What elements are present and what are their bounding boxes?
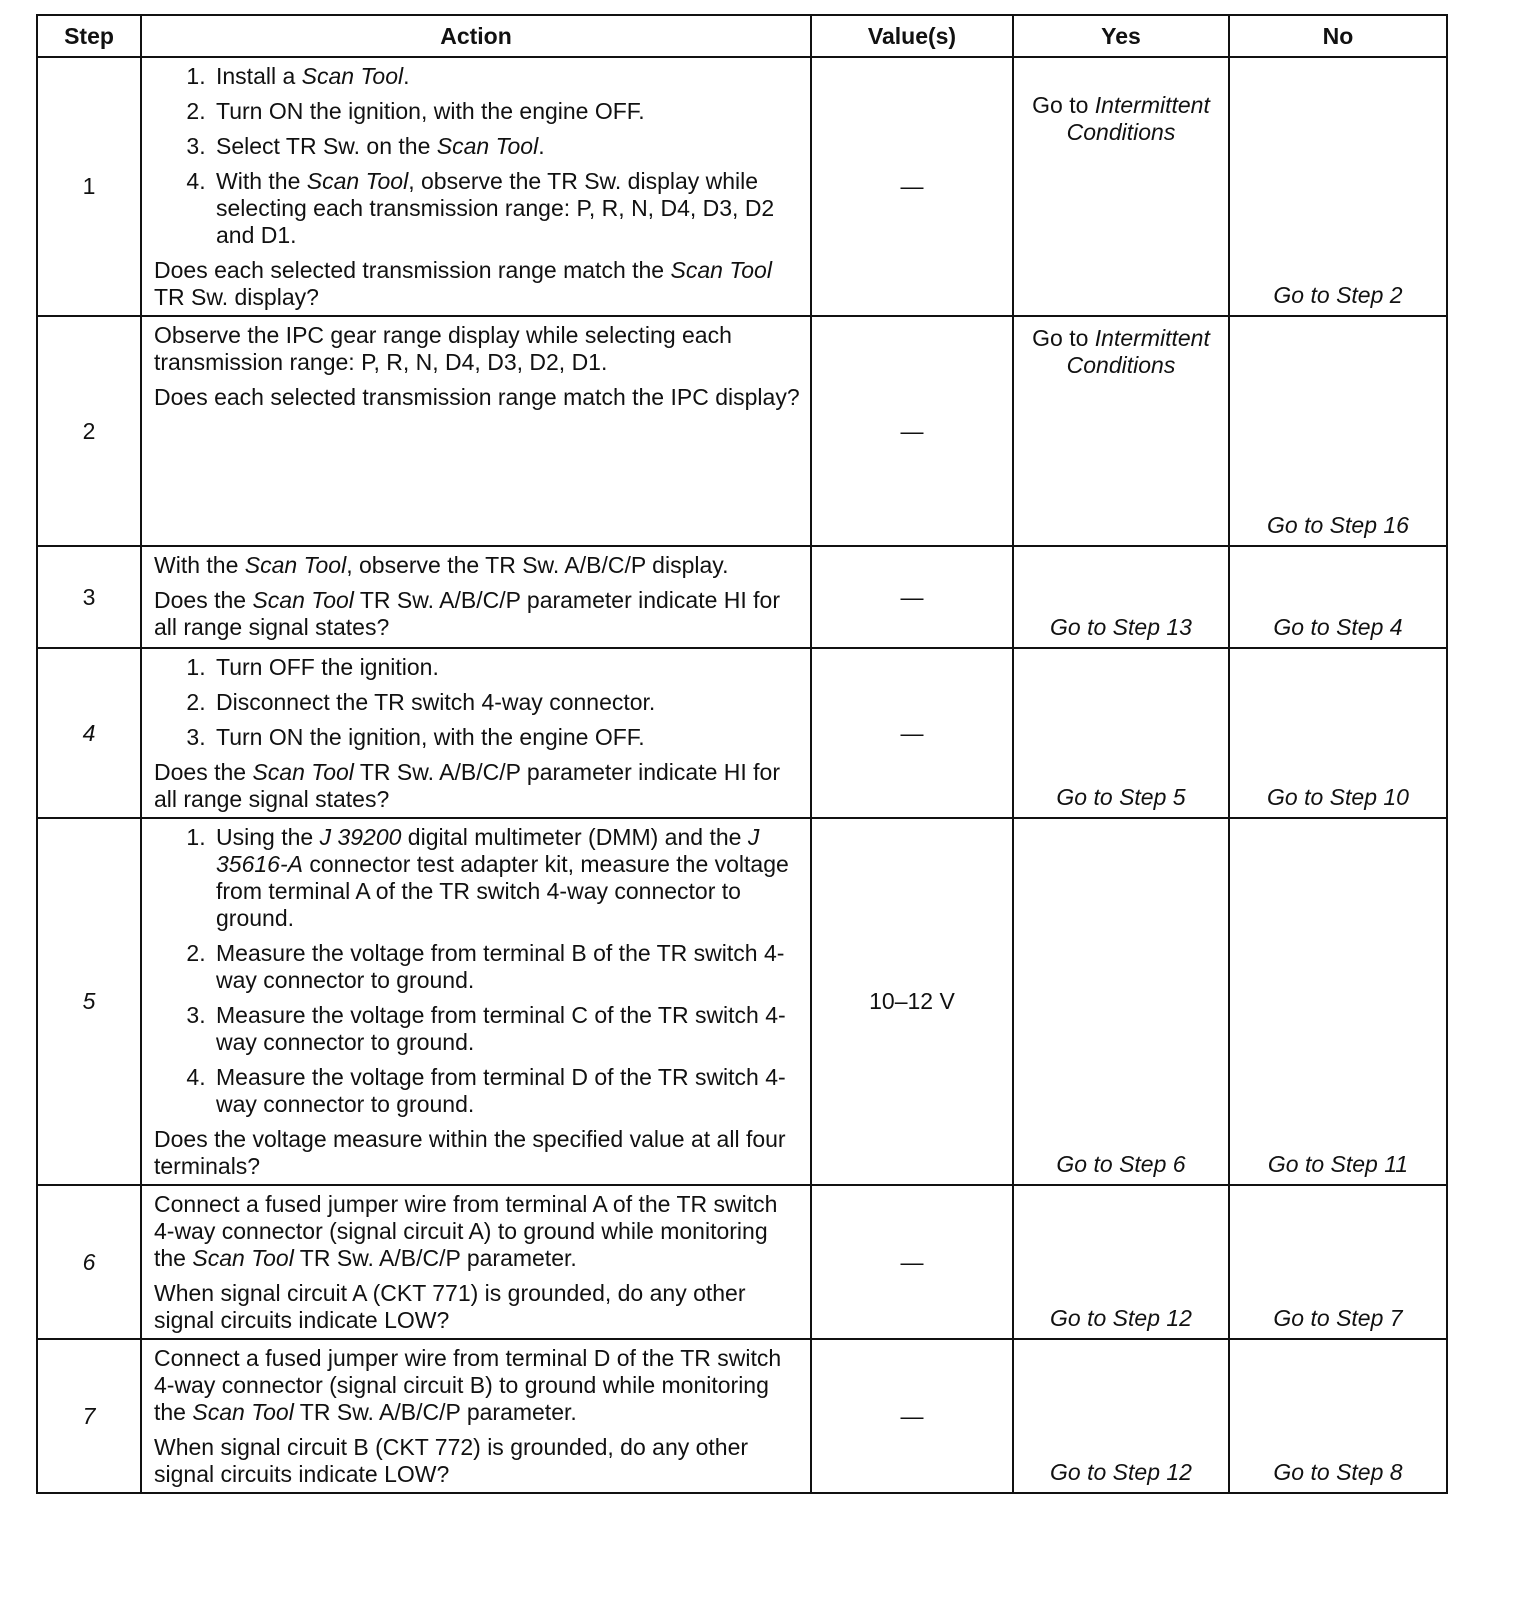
diagnostic-table (36, 14, 1448, 1494)
table-row (37, 818, 1447, 1185)
action-list (154, 824, 802, 1118)
value-cell: — (811, 546, 1013, 648)
header-no: No (1229, 15, 1447, 57)
header-row (37, 15, 1447, 57)
step-number: 5 (37, 818, 141, 1185)
yes-cell (1013, 316, 1229, 546)
no-link[interactable]: Go to Step 10 (1267, 784, 1409, 810)
yes-link[interactable]: Go to Step 5 (1056, 784, 1186, 810)
header-values: Value(s) (811, 15, 1013, 57)
no-link[interactable]: Go to Step 7 (1273, 1305, 1403, 1331)
step-number: 6 (37, 1185, 141, 1339)
no-link[interactable]: Go to Step 11 (1267, 1151, 1409, 1177)
header-action: Action (141, 15, 811, 57)
table-row (37, 1185, 1447, 1339)
no-cell (1229, 1339, 1447, 1493)
step-number: 1 (37, 57, 141, 316)
action-cell (141, 316, 811, 546)
step-number: 2 (37, 316, 141, 546)
yes-link[interactable]: Go to Intermittent Conditions (1032, 92, 1210, 145)
yes-cell (1013, 1185, 1229, 1339)
no-cell (1229, 57, 1447, 316)
table-row (37, 316, 1447, 546)
action-list (154, 654, 802, 751)
no-cell (1229, 648, 1447, 818)
table-row (37, 1339, 1447, 1493)
action-question: Does the Scan Tool TR Sw. A/B/C/P parameter indicate HI for all range signal states? (154, 587, 781, 640)
no-link[interactable]: Go to Step 2 (1273, 282, 1403, 308)
action-item: 1. Install a Scan Tool. (212, 63, 802, 90)
action-text: Connect a fused jumper wire from terminal D of the TR switch 4-way connector (signal circuit B) to ground while monitoring the Scan Tool TR Sw. A/B/C/P parameter. (154, 1345, 782, 1425)
action-text: Observe the IPC gear range display while selecting each transmission range: P, R, N, D4, D3, D2, D1. (154, 322, 732, 375)
value-cell: 10–12 V (811, 818, 1013, 1185)
yes-cell (1013, 57, 1229, 316)
action-cell (141, 1185, 811, 1339)
no-link[interactable]: Go to Step 16 (1267, 512, 1409, 538)
header-yes: Yes (1013, 15, 1229, 57)
action-cell (141, 1339, 811, 1493)
no-cell (1229, 546, 1447, 648)
yes-link[interactable]: Go to Intermittent Conditions (1032, 325, 1210, 378)
table-row (37, 57, 1447, 316)
step-number: 3 (37, 546, 141, 648)
action-cell (141, 818, 811, 1185)
value-cell: — (811, 1339, 1013, 1493)
yes-cell (1013, 1339, 1229, 1493)
yes-link[interactable]: Go to Step 13 (1050, 614, 1192, 640)
yes-cell (1013, 648, 1229, 818)
step-number: 4 (37, 648, 141, 818)
yes-cell (1013, 818, 1229, 1185)
action-question: Does the Scan Tool TR Sw. A/B/C/P parameter indicate HI for all range signal states? (154, 759, 781, 812)
action-cell (141, 648, 811, 818)
value-cell: — (811, 648, 1013, 818)
no-link[interactable]: Go to Step 8 (1273, 1459, 1403, 1485)
action-question: Does each selected transmission range match the Scan Tool TR Sw. display? (154, 257, 772, 310)
action-item: 3. Measure the voltage from terminal C of the TR switch 4-way connector to ground. (212, 1002, 802, 1056)
yes-link[interactable]: Go to Step 12 (1050, 1459, 1192, 1485)
value-cell: — (811, 1185, 1013, 1339)
action-item: 4. Measure the voltage from terminal D of the TR switch 4-way connector to ground. (212, 1064, 802, 1118)
no-cell (1229, 818, 1447, 1185)
action-text: With the Scan Tool, observe the TR Sw. A/B/C/P display. (154, 552, 729, 578)
no-link[interactable]: Go to Step 4 (1273, 614, 1403, 640)
yes-cell (1013, 546, 1229, 648)
step-number: 7 (37, 1339, 141, 1493)
action-question: Does each selected transmission range match the IPC display? (154, 384, 800, 410)
action-text: Connect a fused jumper wire from terminal A of the TR switch 4-way connector (signal circuit A) to ground while monitoring the Scan Tool TR Sw. A/B/C/P parameter. (154, 1191, 778, 1271)
action-question: Does the voltage measure within the specified value at all four terminals? (154, 1126, 786, 1179)
action-item: 1. Using the J 39200 digital multimeter (DMM) and the J 35616-A connector test adapter kit, measure the voltage from terminal A of the TR switch 4-way connector to ground. (212, 824, 802, 932)
action-cell (141, 546, 811, 648)
no-cell (1229, 1185, 1447, 1339)
action-item: 3. Turn ON the ignition, with the engine OFF. (212, 724, 802, 751)
yes-link[interactable]: Go to Step 6 (1056, 1151, 1186, 1177)
action-question: When signal circuit A (CKT 771) is grounded, do any other signal circuits indicate LOW? (154, 1280, 746, 1333)
value-cell: — (811, 57, 1013, 316)
table-row (37, 648, 1447, 818)
action-item: 2. Disconnect the TR switch 4-way connector. (212, 689, 802, 716)
no-cell (1229, 316, 1447, 546)
action-list (154, 63, 802, 249)
action-item: 1. Turn OFF the ignition. (212, 654, 802, 681)
action-item: 2. Measure the voltage from terminal B of the TR switch 4-way connector to ground. (212, 940, 802, 994)
action-item: 2. Turn ON the ignition, with the engine OFF. (212, 98, 802, 125)
yes-link[interactable]: Go to Step 12 (1050, 1305, 1192, 1331)
action-cell (141, 57, 811, 316)
action-item: 4. With the Scan Tool, observe the TR Sw. display while selecting each transmission range: P, R, N, D4, D3, D2 and D1. (212, 168, 802, 249)
header-step: Step (37, 15, 141, 57)
value-cell: — (811, 316, 1013, 546)
action-item: 3. Select TR Sw. on the Scan Tool. (212, 133, 802, 160)
table-row (37, 546, 1447, 648)
action-question: When signal circuit B (CKT 772) is grounded, do any other signal circuits indicate LOW? (154, 1434, 749, 1487)
